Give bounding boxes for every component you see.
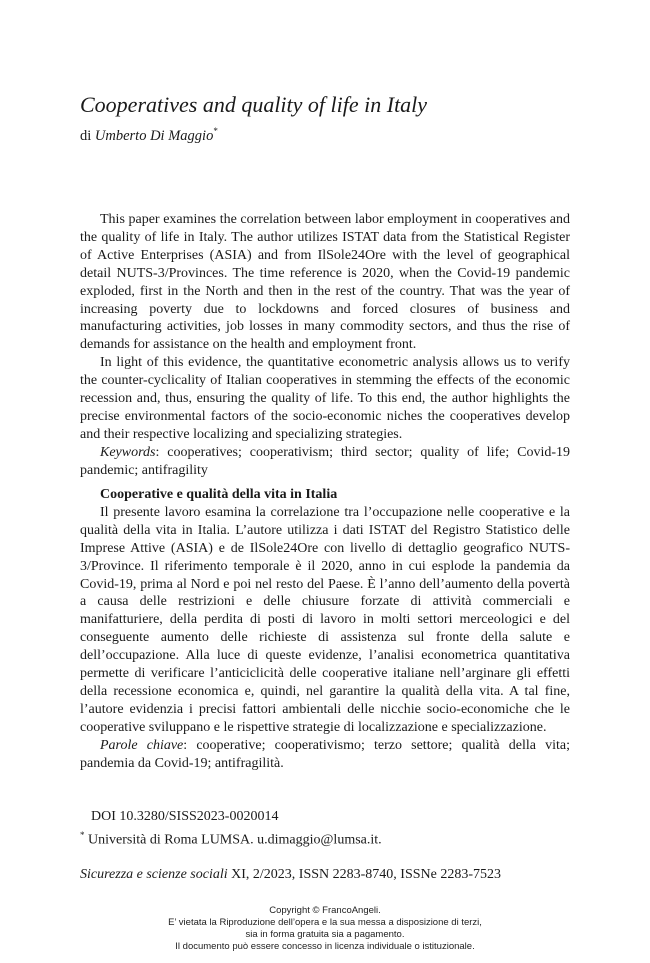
copyright-line: Il documento può essere concesso in licenza individuale o istituzionale.	[175, 941, 475, 952]
journal-name: Sicurezza e scienze sociali	[80, 867, 228, 882]
keywords-list: : cooperative; cooperativismo; terzo settore; qualità della vita; pandemia da Covid-19; antifragilità.	[80, 737, 570, 771]
keywords	[80, 444, 570, 480]
affiliation-mark: *	[80, 830, 85, 840]
keywords	[80, 737, 570, 773]
abstract-paragraph: Il presente lavoro esamina la correlazione tra l’occupazione nelle cooperative e la qualità della vita in Italia. L’autore utilizza i dati ISTAT del Registro Statistico delle Imprese Attive (ASIA) e de IlSole24Ore con livello di dettaglio geografico NUTS-3/Province. Il riferimento temporale è il 2020, anno in cui esplode la pandemia da Covid-19, prima al Nord e poi nel resto del Paese. È l’anno dell’aumento della povertà a causa delle restrizioni e delle chiusure forzate di attività commerciali e manifatturiere, della perdita di posti di lavoro in molti settori merceologici e del conseguente aumento delle richieste di assistenza sul fronte della salute e dell’occupazione. Alla luce di queste evidenze, l’analisi econometrica quantitativa permette di verificare l’anticiclicità delle cooperative italiane nell’arginare gli effetti della recessione economica e, quindi, nel garantire la qualità della vita. A tal fine, l’autore evidenzia i precisi fattori ambientali delle nicchie socio-economiche che le cooperative sviluppano e le rispettive strategie di localizzazione e specializzazione.	[80, 504, 570, 735]
byline-prefix: di	[80, 127, 92, 144]
abstract-paragraph: In light of this evidence, the quantitative econometric analysis allows us to verify the counter-cyclicality of Italian cooperatives in stemming the effects of the economic recession and, thus, ensuring the quality of life. To this end, the author highlights the precise environmental factors of the socio-economic niches the cooperatives develop and their respective localizing and specializing strategies.	[80, 355, 570, 442]
doi: DOI 10.3280/SISS2023-0020014	[91, 809, 279, 824]
abstract-paragraph: This paper examines the correlation between labor employment in cooperatives and the quality of life in Italy. The author utilizes ISTAT data from the Statistical Register of Active Enterprises (ASIA) and from IlSole24Ore with the level of geographical detail NUTS-3/Provinces. The time reference is 2020, when the Covid-19 pandemic exploded, first in the North and then in the rest of the country. That was the year of increasing poverty due to lockdowns and forced closures of business and manufacturing activities, job losses in many commodity sectors, and thus the rise of demands for assistance on the health and employment front.	[80, 212, 570, 353]
author-name: Umberto Di Maggio	[94, 127, 214, 144]
copyright-notice	[0, 905, 650, 953]
affiliation-text: Università di Roma LUMSA. u.dimaggio@lumsa.it.	[84, 832, 382, 848]
copyright-line: E’ vietata la Riproduzione dell’opera e la sua messa a disposizione di terzi,	[168, 917, 482, 928]
copyright-line: sia in forma gratuita sia a pagamento.	[245, 929, 405, 940]
keywords-label: Parole chiave	[100, 737, 184, 753]
article-title: Cooperatives and quality of life in Italy	[80, 92, 428, 117]
italian-abstract-heading: Cooperative e qualità della vita in Italia	[100, 487, 338, 502]
journal-citation	[80, 866, 570, 884]
copyright-line: Copyright © FrancoAngeli.	[269, 905, 381, 916]
affiliation-note	[80, 826, 570, 850]
keywords-label: Keywords	[100, 444, 156, 460]
byline	[80, 122, 218, 145]
abstract-english	[80, 211, 570, 480]
footnotes	[80, 808, 570, 850]
keywords-list: : cooperatives; cooperativism; third sector; quality of life; Covid-19 pandemic; antifragility	[80, 444, 570, 478]
abstract-italian	[80, 486, 570, 773]
author-footnote-mark: *	[213, 126, 218, 136]
journal-issue: XI, 2/2023, ISSN 2283-8740, ISSNe 2283-7523	[227, 867, 502, 882]
